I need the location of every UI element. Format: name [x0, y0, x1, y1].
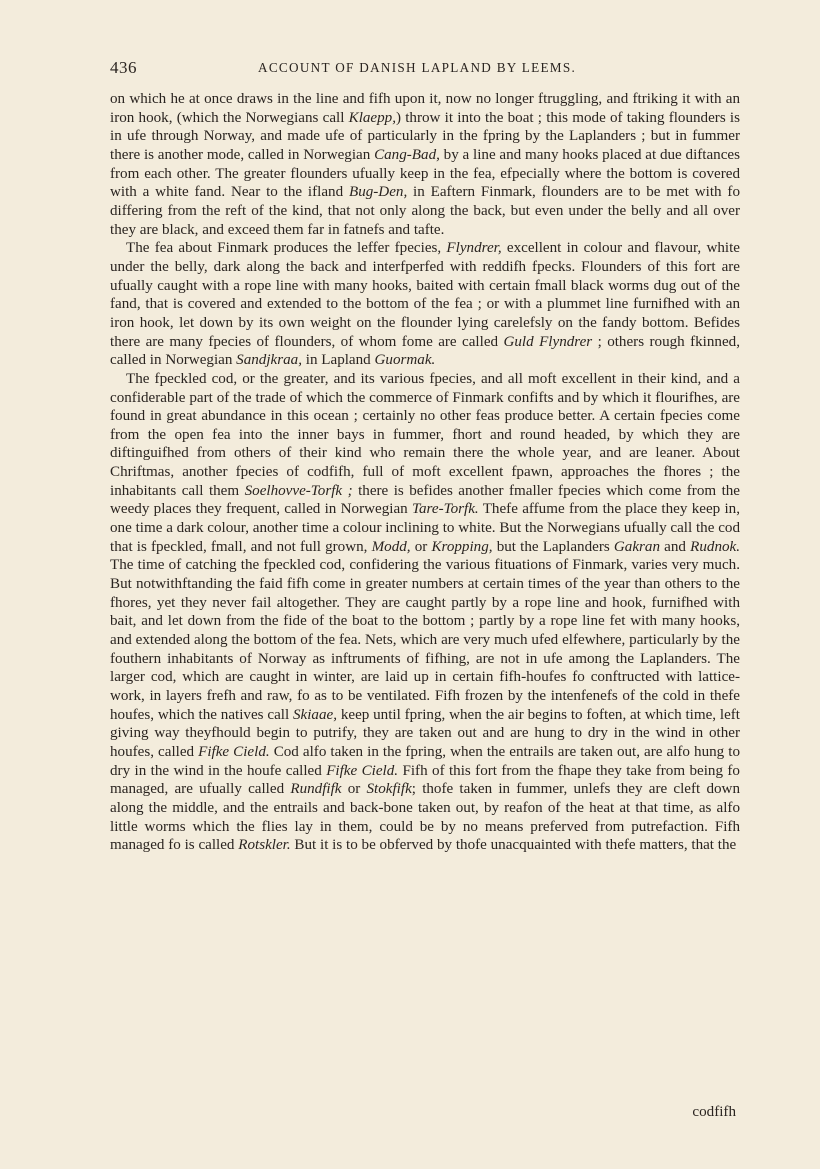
- text-run: Thefe affume from the place they keep in, one time a dark colour, another time a colour inclining to white. But the Norwegians ufually call the cod that is fpeckled, fmall, and not full grown,: [110, 501, 740, 555]
- italic-term: Tare-Torfk.: [412, 501, 479, 518]
- text-run: or: [410, 538, 432, 555]
- catchword: codfifh: [692, 1104, 736, 1120]
- italic-term: Cang-Bad,: [374, 146, 440, 163]
- page-number: 436: [110, 58, 137, 77]
- italic-term: Modd,: [371, 538, 411, 555]
- text-run: but the Laplanders: [492, 538, 614, 555]
- italic-term: Klaepp,: [348, 109, 396, 126]
- paragraph-1: [110, 90, 740, 239]
- italic-term: Stokfifk: [366, 781, 412, 798]
- text-run: The fea about Finmark produces the leffer fpecies,: [126, 240, 447, 257]
- italic-term: Skiaae,: [292, 706, 337, 723]
- paragraph-3: [110, 370, 740, 855]
- body-text: [110, 90, 740, 855]
- italic-term: Rudnok.: [690, 538, 741, 555]
- text-run: Fifh of this fort from the fhape they take from being fo managed, are ufually called: [110, 762, 740, 798]
- text-run: excellent in colour and flavour, white under the belly, dark along the back and interfperfed with reddifh fpecks. Flounders of this fort are ufually caught with a rope line with many hooks, baited with certain fmall black worms dug out of the fand, that is covered and extended to the bottom of the fea ; or with a plummet line furnifhed with an iron hook, let down by its own weight on the flounder lying carelefsly on the fandy bottom. Befides there are many fpecies of flounders, of whom fome are called: [110, 240, 740, 350]
- text-run: by a line and many hooks placed at due diftances from each other. The greater flounders ufually keep in the fea, efpecially where the bottom is covered with a white fand. Near to the ifland: [110, 146, 740, 201]
- text-run: in Lapland: [301, 352, 375, 369]
- text-run: and: [660, 538, 691, 555]
- italic-term: Fifke Cield.: [326, 762, 399, 779]
- running-head: [110, 58, 740, 80]
- text-run: ; others rough fkinned, called in Norwegian: [110, 333, 740, 369]
- italic-term: Guld Flyndrer: [503, 333, 593, 350]
- text-run: on which he at once draws in the line and fifh upon it, now no longer ftruggling, and ftriking it with an iron hook, (which the Norwegians call: [110, 91, 740, 126]
- text-run: Cod alfo taken in the fpring, when the entrails are taken out, are alfo hung to dry in the wind in the houfe called: [110, 743, 740, 779]
- text-run: ) throw it into the boat ; this mode of taking flounders is in ufe through Norway, and made ufe of particularly in the fpring by the Laplanders ; but in fummer there is another mode, called in Norwegian: [110, 109, 740, 163]
- italic-term: Kropping,: [431, 538, 493, 555]
- italic-term: Rotskler.: [238, 837, 291, 854]
- text-run: The fpeckled cod, or the greater, and its various fpecies, and all moft excellent in their kind, and a confiderable part of the trade of which the commerce of Finmark confifts and by which it flourifhes, are found in great abundance in this ocean ; certainly no other feas produce better. A certain fpecies come from the open fea into the inner bays in fummer, fhort and round headed, by which they are diftinguifhed from others of their kind who remain there the whole year, and are leaner. About Chriftmas, another fpecies of codfifh, full of moft excellent fpawn, approaches the fhores ; the inhabitants call them: [110, 370, 740, 499]
- italic-term: Bug-Den,: [348, 184, 408, 201]
- italic-term: Flyndrer,: [446, 240, 502, 257]
- italic-term: Sandjkraa,: [236, 352, 302, 369]
- text-run: The time of catching the fpeckled cod, confidering the various fituations of Finmark, varies very much. But notwithftanding the faid fifh come in greater numbers at certain times of the year than others to the fhores, yet they never fail altogether. They are caught partly by a rope line and hook, furnifhed with bait, and let down from the fide of the boat to the bottom ; partly by a rope line fet with many hooks, and extended along the bottom of the fea. Nets, which are very much ufed elfewhere, particularly by the fouthern inhabitants of Norway as inftruments of fifhing, are not in ufe among the Laplanders. The larger cod, which are caught in winter, are laid up in certain fifh-houfes fo conftructed with lattice-work, in layers frefh and raw, fo as to be ventilated. Fifh frozen by the intenfenefs of the cold in thefe houfes, which the natives call: [110, 557, 740, 723]
- paragraph-2: [110, 239, 740, 370]
- italic-term: Gakran: [613, 538, 661, 555]
- text-run: keep until fpring, when the air begins to foften, at which time, left giving way theyfhould begin to putrify, they are taken out and are hung to dry in the wind in other houfes, called: [110, 706, 740, 760]
- text-run: or: [341, 781, 367, 798]
- text-run: there is befides another fmaller fpecies which come from the weedy places they frequent, called in Norwegian: [110, 482, 741, 518]
- text-run: ; thofe taken in fummer, unlefs they are cleft down along the middle, and the entrails and back-bone taken out, by reafon of the heat at that time, as alfo little worms which the flies lay in them, could be by no means preferved from putrefaction. Fifh managed fo is called: [110, 781, 740, 854]
- italic-term: Rundfifk: [290, 781, 342, 798]
- italic-term: Soelhovve-Torfk ;: [244, 482, 353, 499]
- italic-term: Guormak.: [374, 352, 436, 369]
- italic-term: Fifke Cield.: [198, 743, 270, 760]
- text-run: But it is to be obferved by thofe unacquainted with thefe matters, that the: [290, 837, 737, 854]
- running-title: ACCOUNT OF DANISH LAPLAND BY LEEMS.: [258, 60, 577, 75]
- text-run: in Eaftern Finmark, flounders are to be met with fo differing from the reft of the kind, that not only along the back, but even under the belly and all over they are black, and exceed them far in fatnefs and tafte.: [110, 184, 740, 238]
